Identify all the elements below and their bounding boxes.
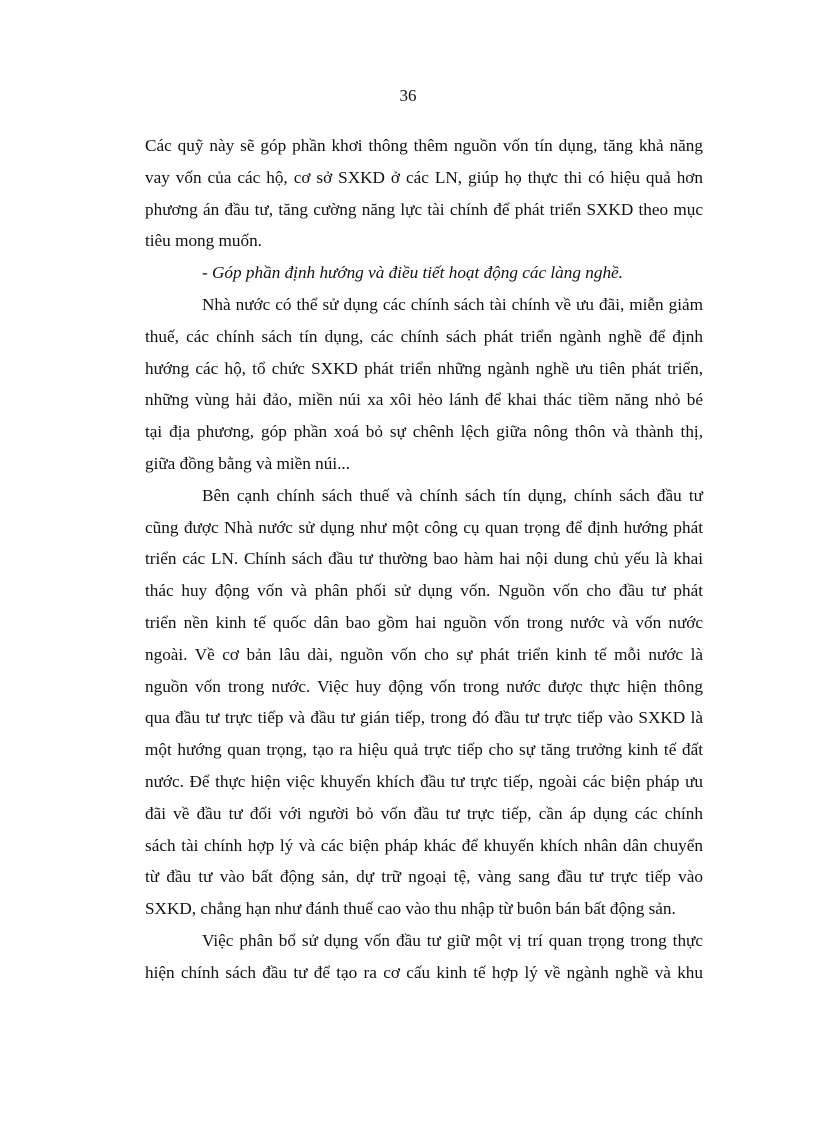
paragraph-quy-von bbox=[145, 130, 703, 257]
paragraph-phan-bo-von bbox=[145, 925, 703, 989]
page-number: 36 bbox=[399, 86, 417, 105]
text-line: từ đầu tư vào bất động sản, dự trữ ngoại tệ, vàng sang đầu tư trực tiếp vào bbox=[145, 867, 703, 887]
italic-subheading: - Góp phần định hướng và điều tiết hoạt động các làng nghề. bbox=[202, 263, 623, 283]
text-line: Việc phân bổ sử dụng vốn đầu tư giữ một vị trí quan trọng trong thực bbox=[202, 930, 703, 950]
text-line: Bên cạnh chính sách thuế và chính sách tín dụng, chính sách đầu tư bbox=[202, 485, 703, 505]
text-line: ngoài. Về cơ bản lâu dài, nguồn vốn cho sự phát triển kinh tế mỗi nước là bbox=[145, 644, 703, 664]
paragraph-nha-nuoc bbox=[145, 289, 703, 480]
text-line: tiêu mong muốn. bbox=[145, 231, 262, 251]
subheading-dinh-huong bbox=[145, 257, 703, 289]
text-line: qua đầu tư trực tiếp và đầu tư gián tiếp, trong đó đầu tư trực tiếp vào SXKD là bbox=[145, 708, 703, 728]
text-line: triển nền kinh tế quốc dân bao gồm hai nguồn vốn trong nước và vốn nước bbox=[145, 612, 703, 632]
text-line: SXKD, chẳng hạn như đánh thuế cao vào thu nhập từ buôn bán bất động sản. bbox=[145, 899, 676, 919]
text-line: cũng được Nhà nước sử dụng như một công cụ quan trọng để định hướng phát bbox=[145, 517, 703, 537]
text-line: phương án đầu tư, tăng cường năng lực tài chính để phát triển SXKD theo mục bbox=[145, 199, 703, 219]
text-line: một hướng quan trọng, tạo ra hiệu quả trực tiếp cho sự tăng trưởng kinh tế đất bbox=[145, 740, 703, 760]
text-line: hiện chính sách đầu tư để tạo ra cơ cấu kinh tế hợp lý về ngành nghề và khu bbox=[145, 962, 703, 982]
text-line: Nhà nước có thể sử dụng các chính sách tài chính về ưu đãi, miễn giảm bbox=[202, 294, 703, 314]
text-line: Các quỹ này sẽ góp phần khơi thông thêm nguồn vốn tín dụng, tăng khả năng bbox=[145, 136, 703, 155]
text-line: thuế, các chính sách tín dụng, các chính sách phát triển ngành nghề để định bbox=[145, 326, 703, 346]
text-line: nước. Để thực hiện việc khuyến khích đầu tư trực tiếp, ngoài các biện pháp ưu bbox=[145, 771, 703, 791]
text-line: thác huy động vốn và phân phối sử dụng vốn. Nguồn vốn cho đầu tư phát bbox=[145, 581, 703, 601]
text-line: triển các LN. Chính sách đầu tư thường bao hàm hai nội dung chủ yếu là khai bbox=[145, 549, 703, 569]
text-line: vay vốn của các hộ, cơ sở SXKD ở các LN, giúp họ thực thi có hiệu quả hơn bbox=[145, 167, 703, 187]
text-line: giữa đồng bằng và miền núi... bbox=[145, 453, 351, 473]
text-line: tại địa phương, góp phần xoá bỏ sự chênh lệch giữa nông thôn và thành thị, bbox=[145, 422, 703, 442]
text-line: đãi về đầu tư đối với người bỏ vốn đầu tư trực tiếp, cần áp dụng các chính bbox=[145, 803, 703, 823]
text-line: những vùng hải đảo, miền núi xa xôi hẻo lánh để khai thác tiềm năng nhỏ bé bbox=[145, 390, 703, 410]
document-body bbox=[145, 130, 703, 989]
text-line: sách tài chính hợp lý và các biện pháp khác để khuyến khích nhân dân chuyển bbox=[145, 835, 703, 855]
text-line: nguồn vốn trong nước. Việc huy động vốn trong nước được thực hiện thông bbox=[145, 676, 703, 696]
paragraph-chinh-sach-dau-tu bbox=[145, 480, 703, 925]
text-line: hướng các hộ, tổ chức SXKD phát triển những ngành nghề ưu tiên phát triển, bbox=[145, 358, 703, 378]
